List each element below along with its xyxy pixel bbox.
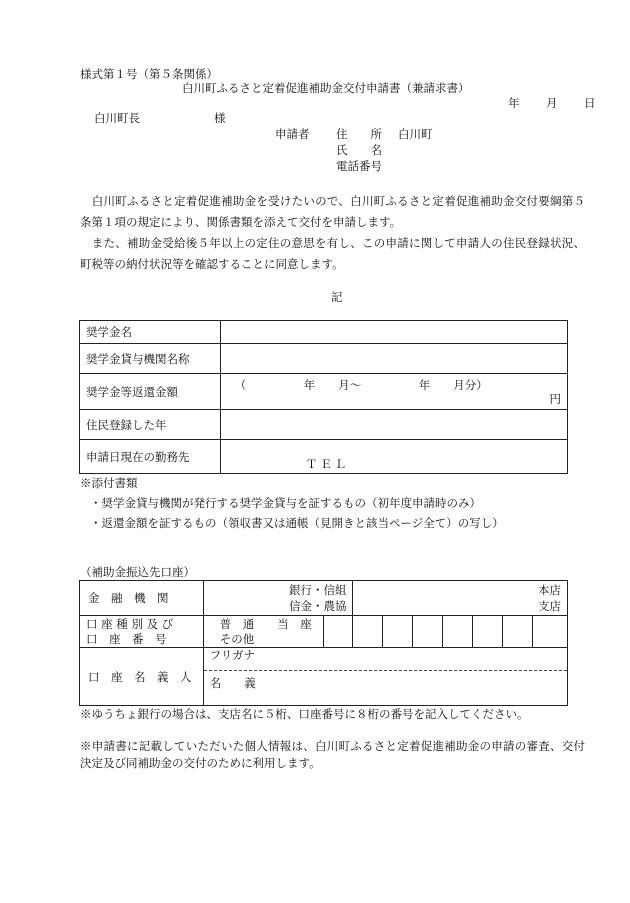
- table-row: [80, 648, 568, 706]
- form-number: 様式第１号（第５条関係）: [80, 67, 218, 81]
- account-number-digit[interactable]: [443, 616, 473, 648]
- applicant-name-label: 氏 名: [336, 143, 382, 157]
- table-row: [80, 410, 568, 440]
- account-number-digit[interactable]: [323, 616, 353, 648]
- yucho-note: ※ゆうちょ銀行の場合は、支店名に５桁、口座番号に８桁の番号を記入してください。: [80, 707, 529, 721]
- body-paragraph-2: また、補助金受給後５年以上の定住の意思を有し、この申請に関して申請人の住民登録状況、町税等の納付状況等を確認することに同意します。: [80, 236, 585, 271]
- table-row: [80, 440, 568, 474]
- account-type-options: 普 通 当 座: [219, 616, 312, 631]
- date-year-label: 年: [508, 96, 520, 110]
- applicant-phone-label: 電話番号: [336, 159, 382, 173]
- applicant-address-value: 白川町: [398, 127, 433, 141]
- repayment-amount-field[interactable]: [220, 374, 567, 410]
- info-table: [79, 320, 568, 474]
- ki-label: 記: [331, 290, 343, 304]
- tel-label: ＴＥＬ: [305, 457, 350, 471]
- account-type-label-1: 口 座 種 別 及 び: [86, 616, 174, 631]
- repayment-amount-label: 奨学金等返還金額: [80, 374, 221, 410]
- account-number-digit[interactable]: [353, 616, 383, 648]
- account-number-digit[interactable]: [503, 616, 533, 648]
- repayment-period: （ 年 月～ 年 月分）: [234, 378, 488, 392]
- account-type-other: その他: [219, 631, 255, 646]
- bank-type-2: 信金・農協: [288, 599, 347, 613]
- holder-field[interactable]: [203, 648, 567, 706]
- body-paragraph-1: 白川町ふるさと定着促進補助金を受けたいので、白川町ふるさと定着促進補助金交付要綱第５条第１項の規定により、関係書類を添えて交付を申請します。: [80, 194, 585, 229]
- date-month-label: 月: [546, 96, 558, 110]
- institution-label: 金 融 機 関: [80, 581, 204, 616]
- bank-table: [79, 580, 568, 706]
- attachment-item-1: ・奨学金貸与機関が発行する奨学金貸与を証するもの（初年度申請時のみ）: [90, 496, 481, 510]
- bank-name-field[interactable]: [203, 581, 353, 616]
- table-row: [80, 581, 568, 616]
- privacy-note: ※申請書に記載していただいた個人情報は、白川町ふるさと定着促進補助金の申請の審査、交付決定及び同補助金の交付のために利用します。: [80, 739, 585, 770]
- scholarship-name-field[interactable]: [220, 321, 567, 344]
- bank-heading: （補助金振込先口座）: [80, 565, 195, 579]
- furigana-label: フリガナ: [204, 648, 567, 671]
- holder-name-label: 名 義: [209, 676, 256, 690]
- table-row: [80, 344, 568, 374]
- account-type-label-2: 口 座 番 号: [86, 631, 167, 646]
- residence-year-field[interactable]: [220, 410, 567, 440]
- scholarship-name-label: 奨学金名: [80, 321, 221, 344]
- residence-year-label: 住民登録した年: [80, 410, 221, 440]
- form-title: 白川町ふるさと定着促進補助金交付申請書（兼請求書）: [182, 81, 470, 95]
- account-number-digit[interactable]: [383, 616, 413, 648]
- addressee-name: 白川町長: [94, 111, 140, 125]
- table-row: [80, 616, 568, 648]
- account-type-field[interactable]: [203, 616, 323, 648]
- attachments-heading: ※添付書類: [80, 476, 138, 490]
- branch-name-field[interactable]: [353, 581, 568, 616]
- workplace-label: 申請日現在の勤務先: [80, 440, 221, 474]
- table-row: [80, 321, 568, 344]
- yen-unit: 円: [549, 392, 561, 406]
- date-day-label: 日: [584, 96, 596, 110]
- workplace-field[interactable]: [220, 440, 567, 474]
- lender-name-label: 奨学金貸与機関名称: [80, 344, 221, 374]
- applicant-address-label: 住 所: [336, 127, 382, 141]
- table-row: [80, 374, 568, 410]
- account-number-digit[interactable]: [533, 616, 568, 648]
- branch-type-2: 支店: [538, 599, 561, 613]
- attachment-item-2: ・返還金額を証するもの（領収書又は通帳（見開きと該当ページ全て）の写し）: [90, 516, 504, 530]
- account-number-digit[interactable]: [413, 616, 443, 648]
- addressee-honorific: 様: [214, 111, 226, 125]
- lender-name-field[interactable]: [220, 344, 567, 374]
- account-number-digit[interactable]: [473, 616, 503, 648]
- bank-type-1: 銀行・信組: [288, 583, 347, 597]
- applicant-label: 申請者: [275, 127, 310, 141]
- branch-type-1: 本店: [538, 583, 561, 597]
- holder-label: 口 座 名 義 人: [80, 648, 204, 706]
